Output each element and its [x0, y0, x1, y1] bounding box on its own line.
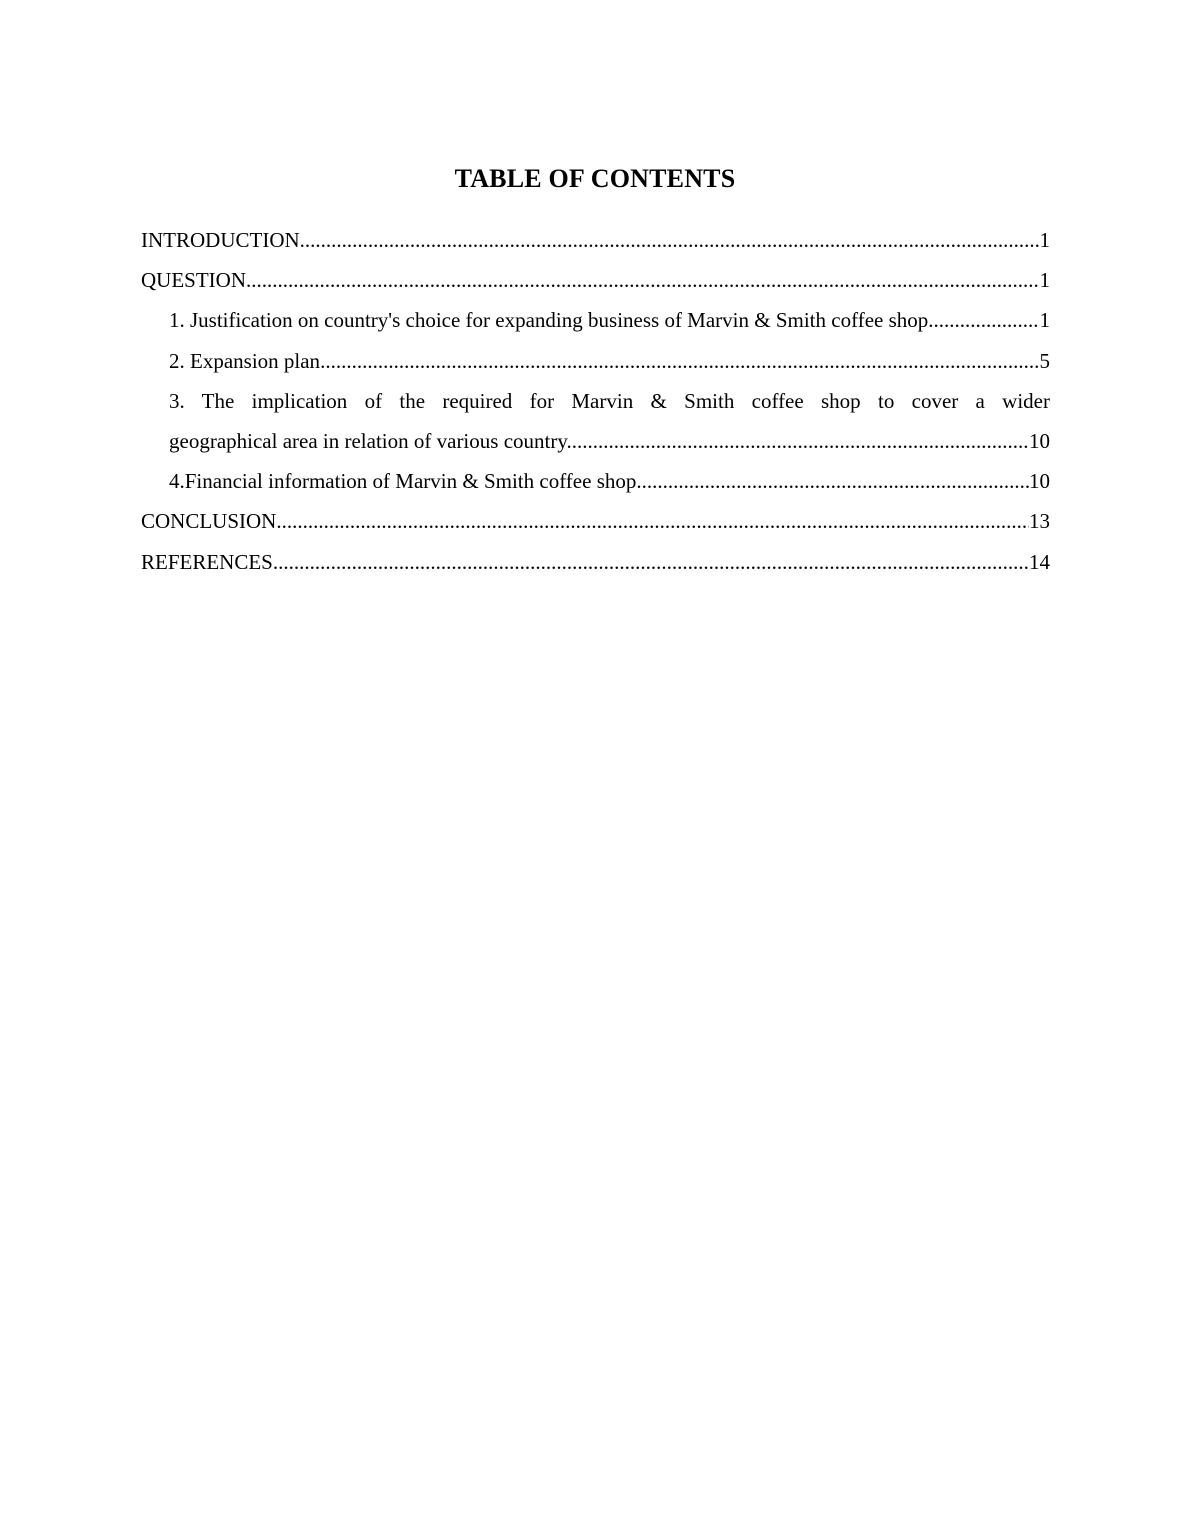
toc-dot-leader	[934, 300, 1040, 340]
toc-entry-label-line1: 3. The implication of the required for Marvin & Smith coffee shop to cover a wider	[169, 388, 1050, 413]
toc-entry-expansion-plan[interactable]	[169, 341, 1050, 381]
toc-entry-justification[interactable]	[169, 300, 1050, 340]
toc-entry-label-line2: geographical area in relation of various country.	[169, 428, 572, 453]
toc-entry-introduction[interactable]	[141, 220, 1050, 260]
toc-entry-references[interactable]	[141, 542, 1050, 582]
toc-page-number: 1	[1039, 228, 1050, 252]
toc-page-number: 14	[1029, 549, 1050, 574]
toc-title: TABLE OF CONTENTS	[454, 164, 736, 193]
toc-page-number: 10	[1029, 469, 1050, 494]
toc-dot-leader	[320, 341, 1039, 381]
toc-entry-question[interactable]	[141, 260, 1050, 300]
toc-dot-leader	[572, 421, 1029, 461]
toc-list	[141, 220, 1050, 582]
toc-dot-leader	[276, 501, 1029, 541]
toc-page-number: 1	[1039, 308, 1050, 333]
toc-entry-label: REFERENCES	[141, 549, 273, 574]
toc-entry-second-line	[169, 421, 1050, 461]
toc-entry-label: 4.Financial information of Marvin & Smith coffee shop	[169, 469, 637, 494]
toc-page-number: 1	[1039, 268, 1050, 293]
toc-dot-leader	[246, 260, 1040, 300]
toc-page-number: 5	[1039, 348, 1050, 373]
toc-entry-label: CONCLUSION	[141, 509, 277, 534]
toc-page-number: 10	[1029, 428, 1050, 453]
toc-entry-label: 2. Expansion plan	[169, 348, 321, 373]
toc-dot-leader	[636, 461, 1029, 501]
toc-entry-label: QUESTION	[141, 268, 246, 293]
toc-entry-implication[interactable]	[169, 381, 1050, 461]
toc-dot-leader	[300, 220, 1040, 260]
toc-entry-financial-information[interactable]	[169, 461, 1050, 501]
toc-entry-conclusion[interactable]	[141, 501, 1050, 541]
toc-page-number: 13	[1029, 509, 1050, 534]
toc-dot-leader	[273, 542, 1029, 582]
toc-entry-label: INTRODUCTION	[141, 228, 300, 252]
toc-entry-label: 1. Justification on country's choice for expanding business of Marvin & Smith coffee shop.	[169, 308, 934, 333]
